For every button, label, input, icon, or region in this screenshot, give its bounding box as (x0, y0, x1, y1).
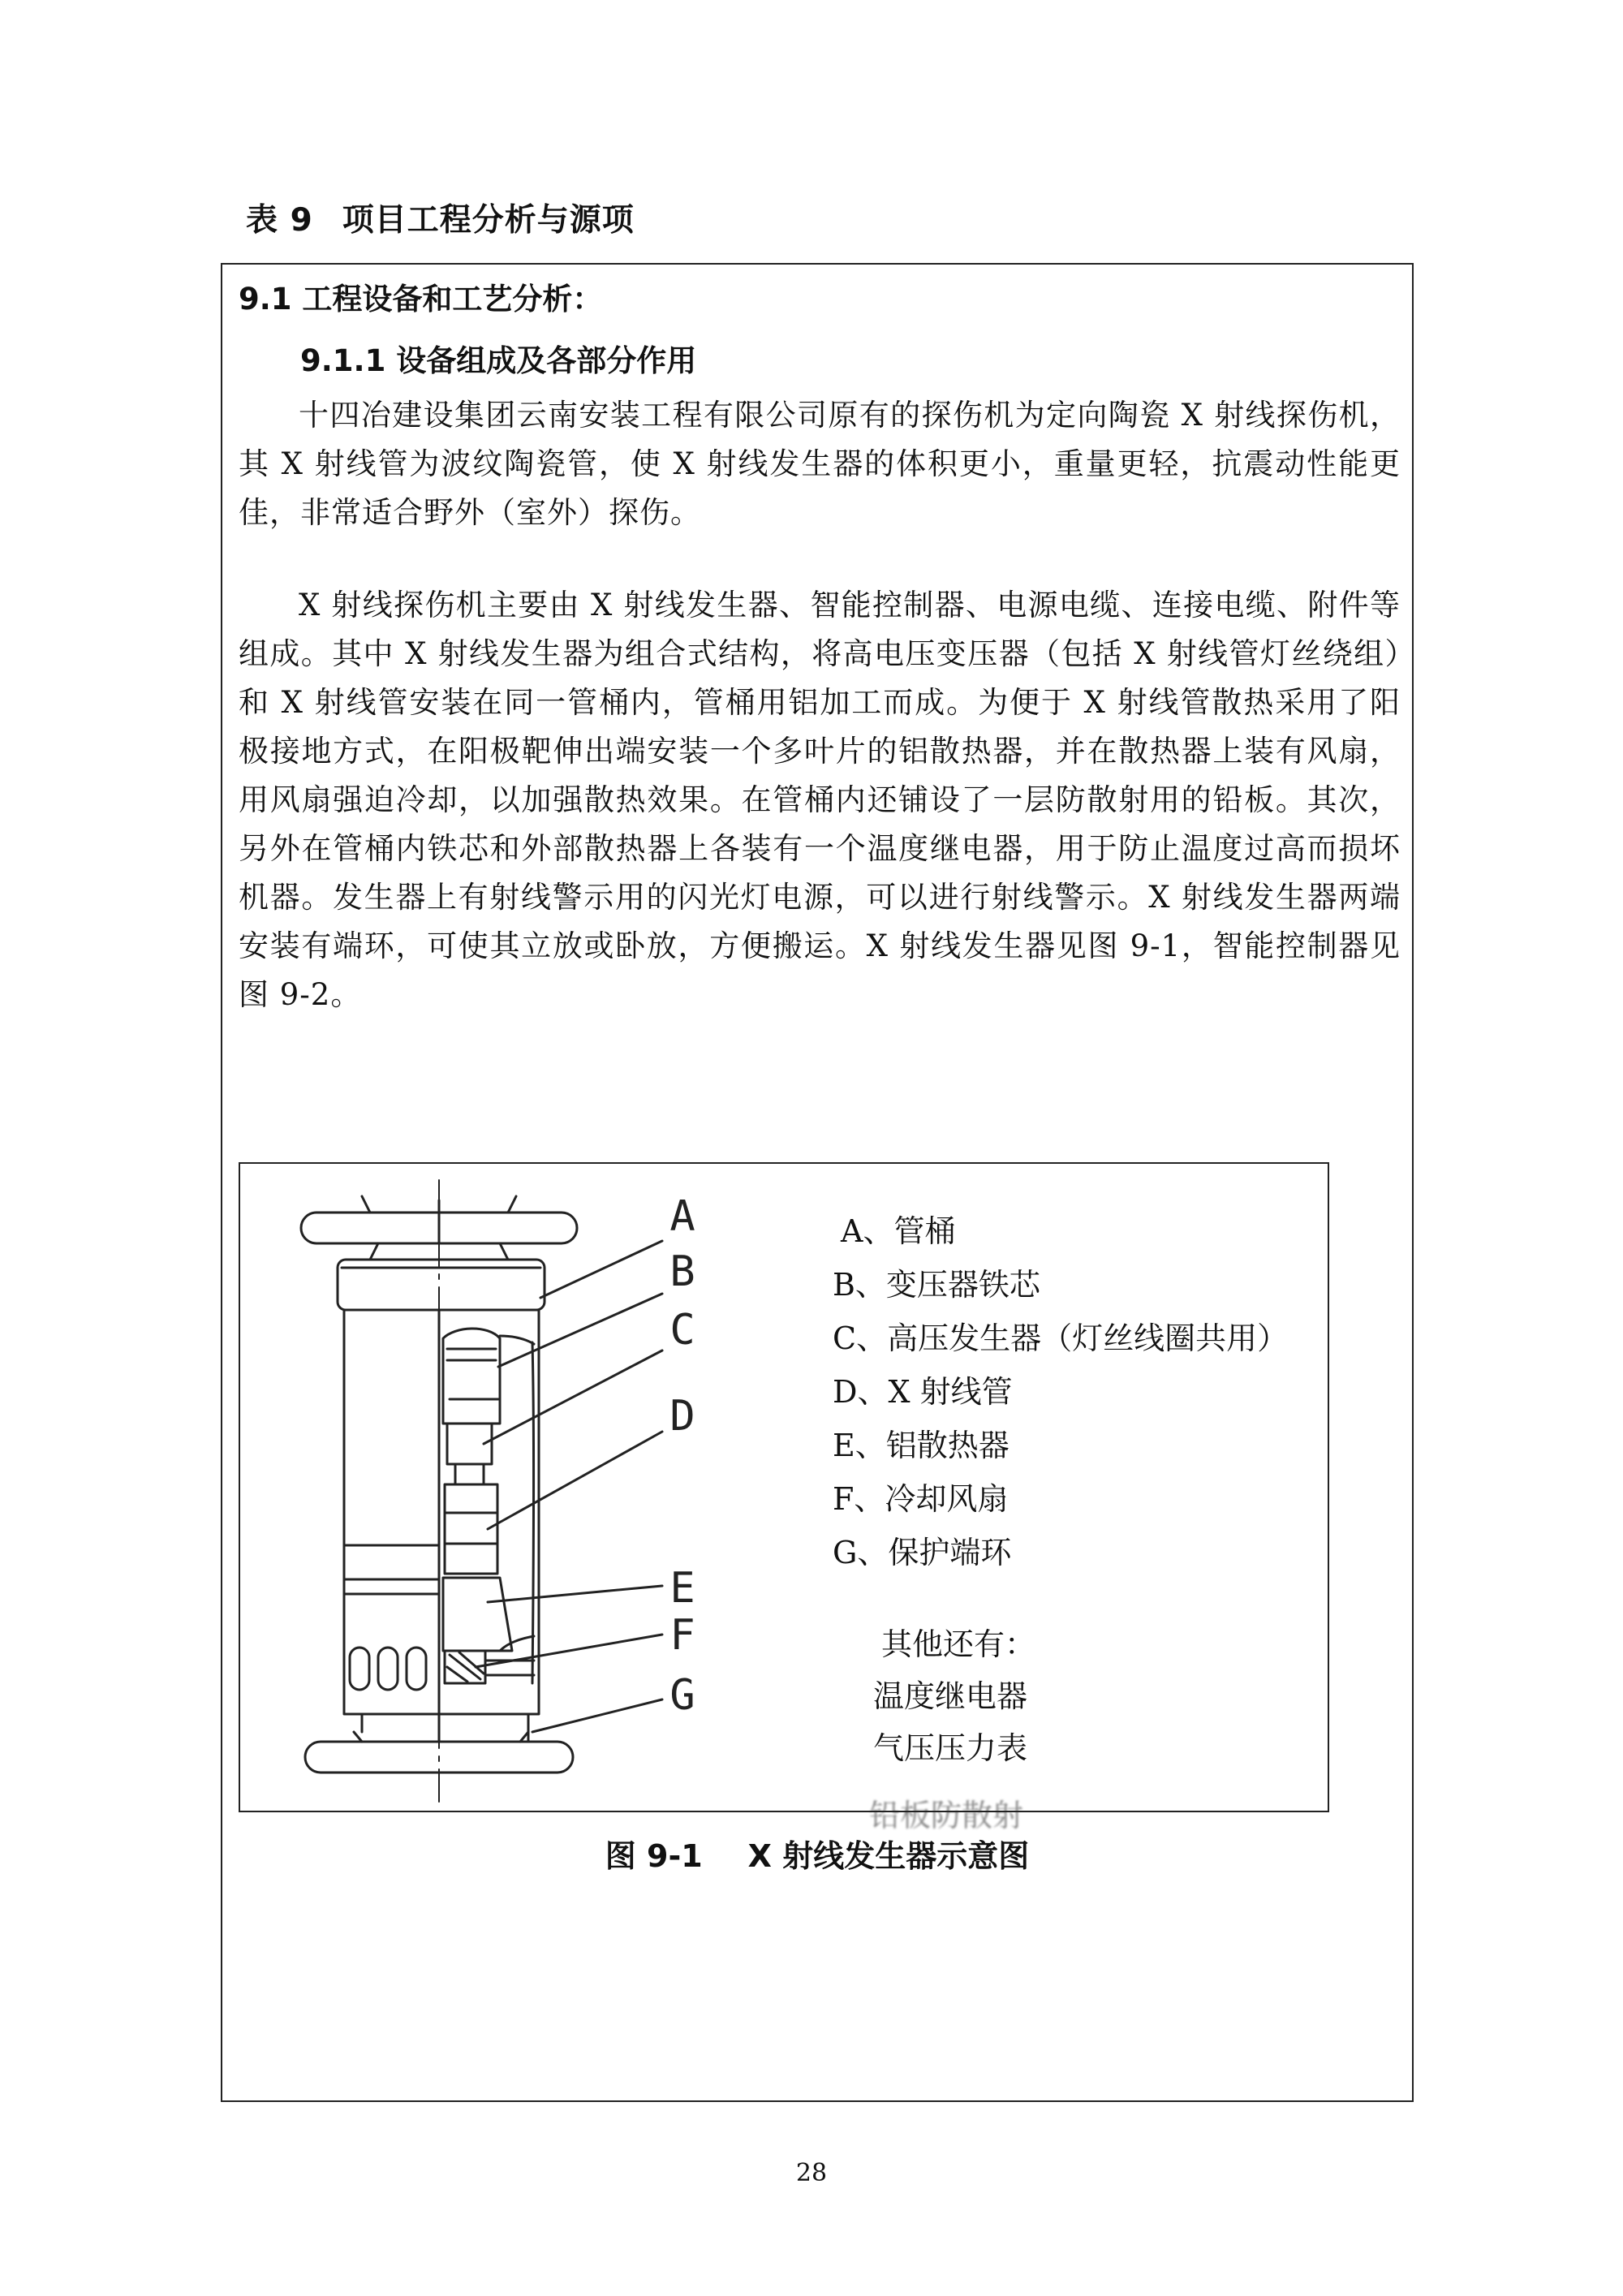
label-e: E (669, 1564, 695, 1613)
figure-caption-text: X 射线发生器示意图 (747, 1838, 1030, 1874)
label-a: A (669, 1192, 695, 1241)
label-f: F (669, 1611, 695, 1660)
label-d: D (669, 1392, 695, 1441)
figure-caption (222, 1831, 1412, 1876)
table-title-text: 项目工程分析与源项 (342, 202, 635, 239)
label-g: G (669, 1671, 695, 1720)
figure-legend (833, 1204, 1288, 1579)
others-item-2: 气压压力表 (873, 1730, 1028, 1766)
label-b: B (669, 1247, 695, 1296)
figure-others (873, 1618, 1035, 1774)
table-title (246, 195, 635, 240)
section-heading: 9.1 工程设备和工艺分析： (239, 282, 603, 317)
others-title: 其他还有： (881, 1626, 1036, 1662)
others-clipped-line (869, 1795, 1072, 1833)
page-number: 28 (795, 2159, 828, 2187)
table-cell-box (221, 263, 1414, 2102)
others-item-3-clipped: 铅板防散射 (869, 1798, 1024, 1833)
others-item-1: 温度继电器 (873, 1678, 1028, 1714)
legend-item-d: D、X 射线管 (833, 1374, 1013, 1410)
label-c: C (669, 1306, 695, 1355)
paragraph-2: X 射线探伤机主要由 X 射线发生器、智能控制器、电源电缆、连接电缆、附件等组成。其中 X 射线发生器为组合式结构，将高电压变压器（包括 X 射线管灯丝绕组）和 X 射线管安装在同一管桶内，管桶用铝加工而成。为便于 X 射线管散热采用了阳极接地方式，在阳极靶伸出端安装一个多叶片的铝散热器，并在散热器上装有风扇，用风扇强迫冷却，以加强散热效果。在管桶内还铺设了一层防散射用的铅板。其次，另外在管桶内铁芯和外部散热器上各装有一个温度继电器，用于防止温度过高而损坏机器。发生器上有射线警示用的闪光灯电源，可以进行射线警示。X 射线发生器两端安装有端环，可使其立放或卧放，方便搬运。X 射线发生器见图 9-1，智能控制器见图 9-2。 (239, 588, 1401, 1012)
figure-9-1 (239, 1162, 1329, 1833)
paragraph-1: 十四冶建设集团云南安装工程有限公司原有的探伤机为定向陶瓷 X 射线探伤机，其 X 射线管为波纹陶瓷管，使 X 射线发生器的体积更小，重量更轻，抗震动性能更佳，非常适合野外（室外）探伤。 (239, 398, 1401, 530)
legend-item-c: C、高压发生器（灯丝线圈共用） (833, 1320, 1289, 1356)
table-number: 表 9 (246, 202, 313, 239)
legend-item-f: F、冷却风扇 (833, 1481, 1009, 1517)
legend-item-e: E、铝散热器 (833, 1428, 1010, 1463)
legend-item-a: A、管桶 (841, 1213, 956, 1249)
legend-item-g: G、保护端环 (833, 1535, 1012, 1570)
legend-item-b: B、变压器铁芯 (833, 1267, 1040, 1303)
subsection-heading: 9.1.1 设备组成及各部分作用 (300, 343, 697, 378)
figure-number: 图 9-1 (605, 1838, 703, 1874)
figure-letter-labels (650, 1164, 715, 1814)
